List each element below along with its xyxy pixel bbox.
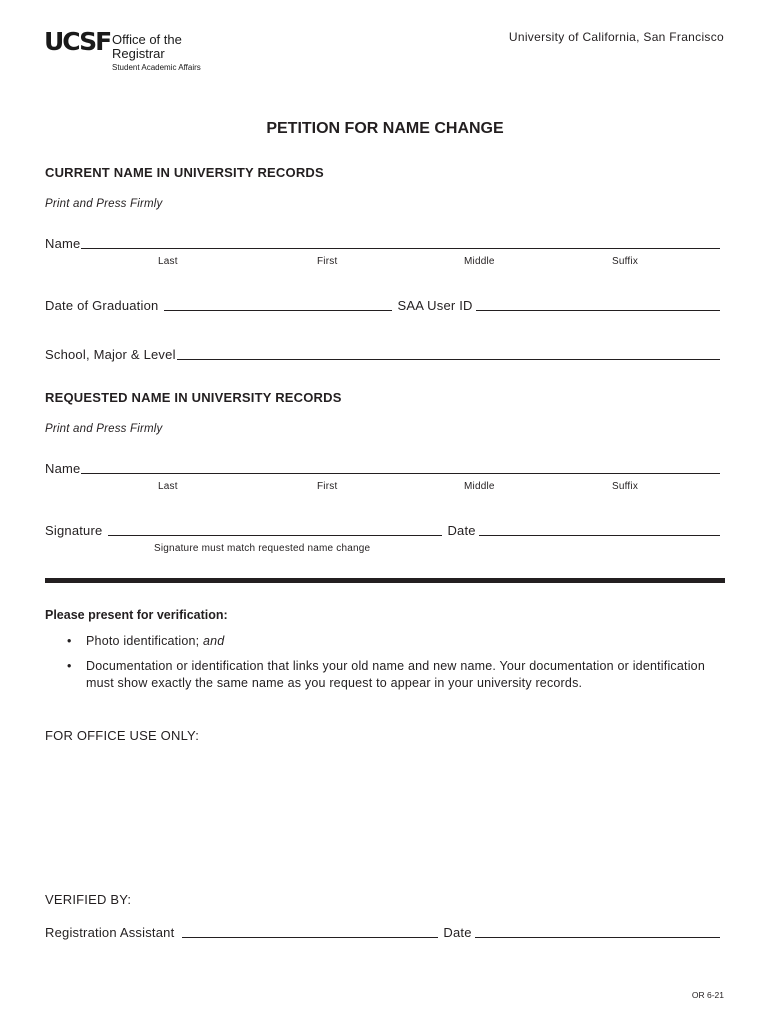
graduation-label: Date of Graduation <box>45 298 159 313</box>
verification-heading: Please present for verification: <box>45 608 228 622</box>
office-line-2: Registrar <box>112 46 165 61</box>
signature-line[interactable] <box>108 523 442 536</box>
assistant-date-row <box>45 925 723 940</box>
office-date-label: Date <box>443 925 472 940</box>
bullet-icon: • <box>67 634 72 648</box>
assistant-line[interactable] <box>182 925 438 938</box>
requested-name-heading: REQUESTED NAME IN UNIVERSITY RECORDS <box>45 390 342 405</box>
signature-label: Signature <box>45 523 103 538</box>
current-sub-middle: Middle <box>464 256 495 267</box>
requested-sub-first: First <box>317 481 338 492</box>
signature-date-label: Date <box>447 523 476 538</box>
office-name <box>112 33 182 61</box>
ucsf-logo <box>44 28 244 76</box>
office-date-line[interactable] <box>475 925 720 938</box>
graduation-date-line[interactable] <box>164 298 392 311</box>
current-name-label: Name <box>45 236 81 251</box>
signature-date-row <box>45 523 723 538</box>
school-field[interactable] <box>45 347 723 362</box>
photo-id-emphasis: and <box>203 634 225 648</box>
photo-id-text: Photo identification; <box>86 634 200 648</box>
current-sub-last: Last <box>158 256 178 267</box>
signature-date-line[interactable] <box>479 523 720 536</box>
school-label: School, Major & Level <box>45 347 176 362</box>
university-name: University of California, San Francisco <box>508 30 724 44</box>
signature-note: Signature must match requested name change <box>154 543 371 554</box>
documentation-text: Documentation or identification that links your old name and new name. Your documentation or identification must show exactly the same name as you request to appear in your university records. <box>86 659 705 690</box>
assistant-label: Registration Assistant <box>45 925 175 940</box>
verification-item-photo-id <box>67 633 707 650</box>
office-use-heading: FOR OFFICE USE ONLY: <box>45 728 200 743</box>
bullet-icon: • <box>67 659 72 673</box>
section-divider <box>45 578 725 583</box>
current-name-line[interactable] <box>81 236 720 249</box>
current-name-field[interactable] <box>45 236 723 251</box>
requested-name-field[interactable] <box>45 461 723 476</box>
requested-sub-last: Last <box>158 481 178 492</box>
form-title: PETITION FOR NAME CHANGE <box>266 120 504 137</box>
verified-by-label: VERIFIED BY: <box>45 892 132 907</box>
current-print-note: Print and Press Firmly <box>45 198 163 210</box>
user-id-label: SAA User ID <box>397 298 473 313</box>
office-line-1: Office of the <box>112 32 182 47</box>
requested-sub-suffix: Suffix <box>612 481 639 492</box>
requested-print-note: Print and Press Firmly <box>45 423 163 435</box>
requested-name-line[interactable] <box>81 461 720 474</box>
school-line[interactable] <box>177 347 720 360</box>
requested-sub-middle: Middle <box>464 481 495 492</box>
current-name-heading: CURRENT NAME IN UNIVERSITY RECORDS <box>45 165 324 180</box>
graduation-userid-row <box>45 298 723 313</box>
requested-name-label: Name <box>45 461 81 476</box>
form-number: OR 6-21 <box>691 990 724 1000</box>
verification-item-documentation <box>67 658 707 692</box>
department-name: Student Academic Affairs <box>112 63 201 72</box>
logo-mark: UCSF <box>44 27 111 56</box>
user-id-line[interactable] <box>476 298 720 311</box>
current-sub-first: First <box>317 256 338 267</box>
current-sub-suffix: Suffix <box>612 256 639 267</box>
